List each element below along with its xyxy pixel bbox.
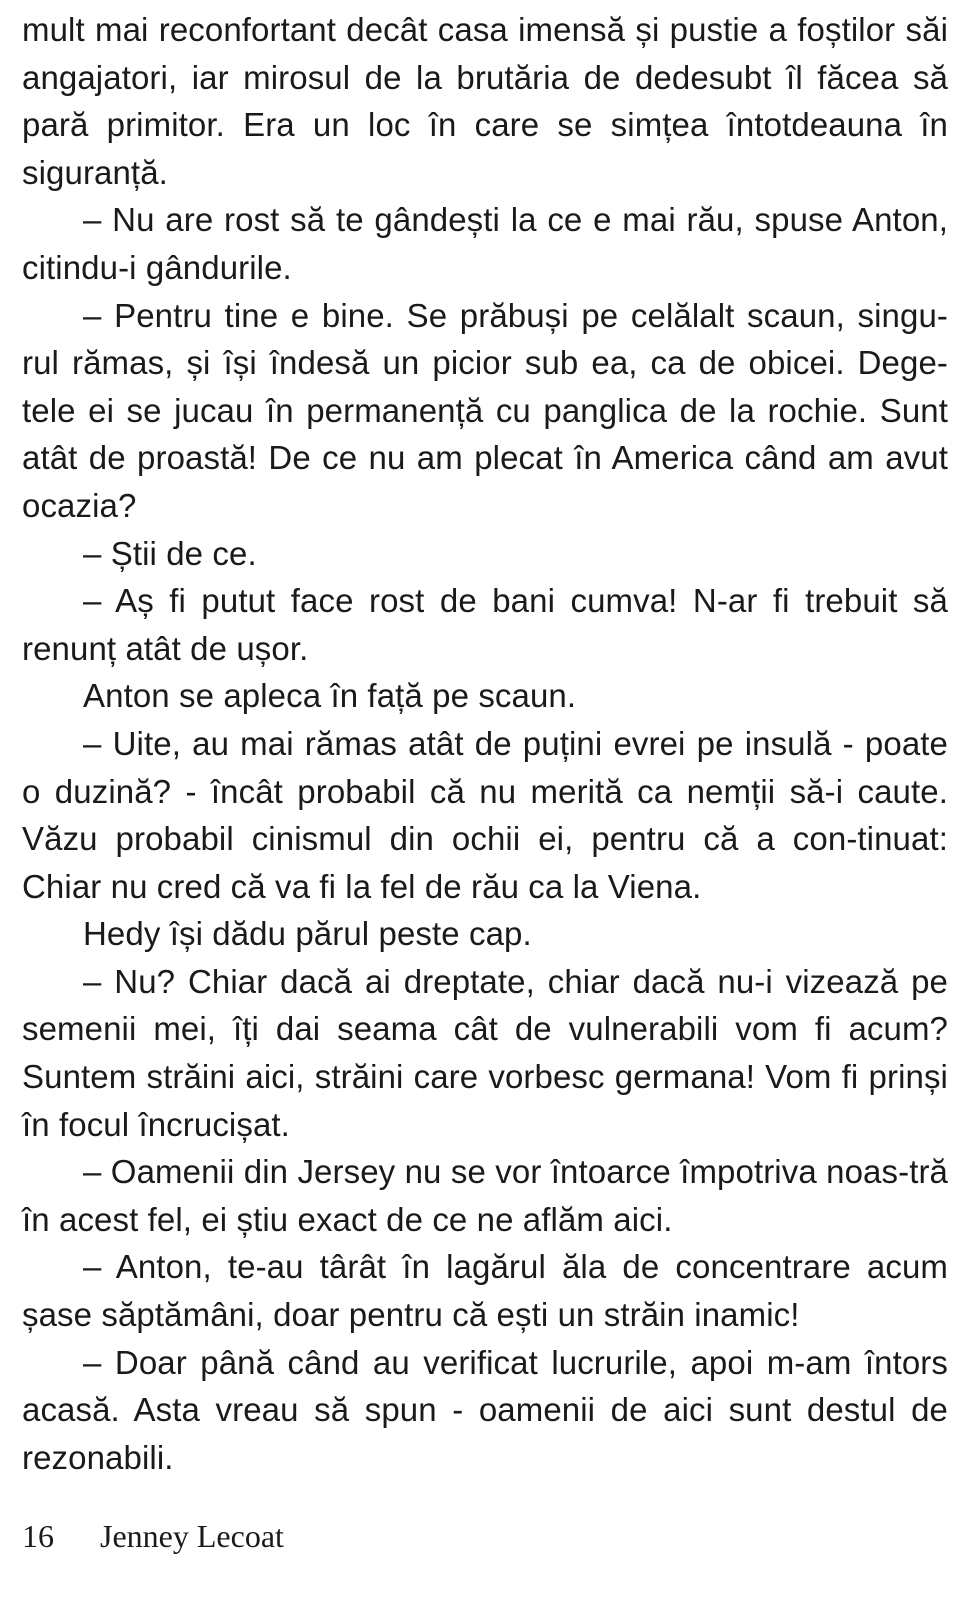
paragraph-narration-hedy: Hedy își dădu părul peste cap. bbox=[83, 915, 532, 953]
paragraph-dialogue-hedy-4: – Anton, te-au târât în lagărul ăla de concentrare acum șase săptămâni, doar pentru că ești un străin inamic! bbox=[22, 1248, 948, 1334]
page-footer bbox=[22, 1516, 284, 1556]
paragraph-dialogue-hedy-1: – Pentru tine e bine. Se prăbuși pe celălalt scaun, singu-rul rămas, și își îndesă un picior sub ea, ca de obicei. Dege-tele ei se jucau în permanență cu panglica de la rochie. Sunt atât de proastă! De ce nu am plecat în America când am avut ocazia? bbox=[22, 296, 948, 524]
paragraph-narration-anton: Anton se apleca în față pe scaun. bbox=[83, 677, 577, 715]
paragraph-dialogue-anton-2: – Știi de ce. bbox=[83, 534, 257, 572]
paragraph-dialogue-anton-3: – Uite, au mai rămas atât de puțini evrei pe insulă - poate o duzină? - încât probabil că nu merită ca nemții să-i caute. Văzu probabil cinismul din ochii ei, pentru că a con-tinuat: Chiar nu cred că va fi la fel de rău ca la Viena. bbox=[22, 724, 948, 905]
paragraph-continued: mult mai reconfortant decât casa imensă și pustie a foștilor săi angajatori, iar mirosul de la brutăria de dedesubt îl făcea să pară primitor. Era un loc în care se simțea întotdeauna în siguranță. bbox=[22, 11, 948, 191]
paragraph-dialogue-anton-1: – Nu are rost să te gândești la ce e mai rău, spuse Anton, citindu-i gândurile. bbox=[22, 201, 948, 286]
page-number: 16 bbox=[22, 1518, 54, 1554]
paragraph-dialogue-hedy-3: – Nu? Chiar dacă ai dreptate, chiar dacă nu-i vizează pe semenii mei, îți dai seama cât de vulnerabili vom fi acum? Suntem străini aici, străini care vorbesc germana! Vom fi prinși în focul încrucișat. bbox=[22, 962, 948, 1143]
paragraph-dialogue-anton-4: – Oamenii din Jersey nu se vor întoarce împotriva noas-tră în acest fel, ei știu exact de ce ne aflăm aici. bbox=[22, 1153, 948, 1238]
author-name: Jenney Lecoat bbox=[100, 1518, 284, 1554]
paragraph-dialogue-anton-5: – Doar până când au verificat lucrurile, apoi m-am întors acasă. Asta vreau să spun - oamenii de aici sunt destul de rezonabili. bbox=[22, 1343, 948, 1476]
paragraph-dialogue-hedy-2: – Aș fi putut face rost de bani cumva! N-ar fi trebuit să renunț atât de ușor. bbox=[22, 582, 948, 667]
body-text bbox=[22, 6, 948, 1481]
